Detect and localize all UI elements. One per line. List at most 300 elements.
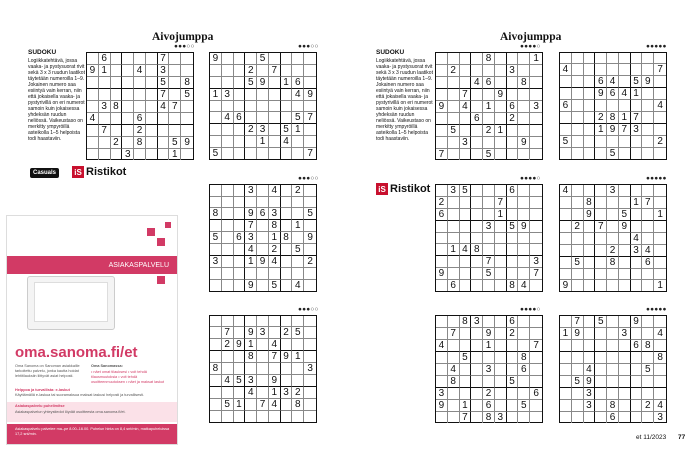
sudoku-cell bbox=[607, 53, 619, 64]
sudoku-cell: 7 bbox=[530, 340, 542, 352]
sudoku-cell bbox=[460, 256, 472, 268]
sudoku-cell: 1 bbox=[654, 209, 666, 221]
sudoku-cell bbox=[572, 364, 584, 376]
sudoku-cell bbox=[607, 328, 619, 340]
sudoku-cell bbox=[234, 280, 246, 291]
sudoku-cell bbox=[292, 53, 304, 65]
sudoku-cell bbox=[122, 137, 134, 149]
sudoku-cell bbox=[507, 388, 519, 400]
sudoku-cell bbox=[234, 185, 246, 197]
sudoku-cell bbox=[607, 352, 619, 364]
sudoku-cell: 5 bbox=[631, 76, 643, 88]
difficulty-dots: ●●●●● bbox=[646, 175, 667, 182]
sudoku-cell: 4 bbox=[518, 280, 530, 291]
sudoku-cell bbox=[269, 101, 281, 112]
sudoku-cell bbox=[304, 339, 316, 351]
sudoku-cell bbox=[631, 328, 643, 340]
sudoku-cell bbox=[471, 125, 483, 137]
sudoku-cell: 2 bbox=[245, 124, 257, 136]
sudoku-cell: 8 bbox=[448, 376, 460, 388]
sudoku-cell bbox=[518, 113, 530, 125]
sudoku-cell bbox=[595, 388, 607, 400]
sudoku-cell: 7 bbox=[307, 148, 313, 159]
sudoku-cell bbox=[436, 280, 448, 291]
sudoku-cell bbox=[292, 268, 304, 279]
sudoku-cell bbox=[483, 65, 495, 77]
sudoku-cell: 7 bbox=[99, 125, 111, 137]
sudoku-cell bbox=[560, 197, 572, 209]
sudoku-cell bbox=[495, 316, 507, 328]
sudoku-cell bbox=[654, 185, 666, 197]
sudoku-cell: 7 bbox=[257, 399, 269, 411]
sudoku-cell bbox=[448, 256, 460, 268]
sudoku-cell bbox=[234, 327, 246, 339]
sudoku-cell bbox=[495, 244, 507, 256]
sudoku-cell bbox=[234, 53, 246, 65]
sudoku-cell bbox=[460, 53, 472, 65]
sudoku-cell bbox=[292, 197, 304, 208]
sudoku-cell: 3 bbox=[158, 65, 170, 77]
brand-letter: iS bbox=[376, 183, 388, 195]
sudoku-cell bbox=[607, 376, 619, 388]
sudoku-cell: 2 bbox=[134, 125, 146, 137]
sudoku-grid bbox=[435, 52, 543, 160]
sudoku-cell bbox=[181, 65, 193, 77]
sudoku-cell: 7 bbox=[245, 220, 257, 232]
sudoku-cell: 9 bbox=[619, 221, 631, 233]
sudoku-cell bbox=[234, 268, 246, 279]
sudoku-cell bbox=[234, 124, 246, 136]
sudoku-cell bbox=[619, 352, 631, 364]
ad-url[interactable]: oma.sanoma.fi/et bbox=[15, 344, 138, 361]
sudoku-cell: 1 bbox=[292, 351, 304, 363]
sudoku-cell bbox=[471, 268, 483, 280]
sudoku-cell bbox=[158, 113, 170, 125]
sudoku-cell: 1 bbox=[245, 256, 257, 268]
sudoku-cell bbox=[619, 76, 631, 88]
sudoku-cell bbox=[234, 148, 246, 159]
sudoku-cell bbox=[257, 220, 269, 232]
sudoku-cell bbox=[257, 411, 269, 422]
sudoku-cell: 8 bbox=[281, 232, 293, 244]
sudoku-cell: 3 bbox=[507, 65, 519, 77]
sudoku-cell bbox=[281, 256, 293, 268]
sudoku-cell bbox=[654, 388, 666, 400]
ad-help-heading: Helppoa ja turvallista: e-laskut bbox=[15, 388, 70, 392]
sudoku-cell bbox=[281, 208, 293, 220]
sudoku-cell bbox=[111, 149, 123, 160]
sudoku-cell bbox=[560, 233, 572, 245]
sudoku-cell: 9 bbox=[572, 328, 584, 340]
sudoku-cell bbox=[87, 125, 99, 137]
sudoku-cell bbox=[245, 101, 257, 112]
sudoku-cell bbox=[584, 53, 596, 64]
sudoku-cell bbox=[619, 388, 631, 400]
sudoku-cell bbox=[257, 148, 269, 159]
sudoku-cell bbox=[269, 77, 281, 89]
sudoku-cell bbox=[304, 327, 316, 339]
sudoku-cell bbox=[642, 148, 654, 159]
sudoku-cell bbox=[584, 88, 596, 100]
sudoku-cell: 2 bbox=[572, 221, 584, 233]
sudoku-cell bbox=[436, 376, 448, 388]
sudoku-cell bbox=[210, 351, 222, 363]
sudoku-cell: 7 bbox=[654, 64, 666, 76]
sudoku-cell: 9 bbox=[584, 209, 596, 221]
difficulty-dots: ●●●○○ bbox=[174, 43, 195, 50]
sudoku-cell bbox=[460, 209, 472, 221]
sudoku-cell bbox=[530, 209, 542, 221]
sudoku-cell bbox=[631, 53, 643, 64]
sudoku-cell bbox=[304, 351, 316, 363]
sudoku-cell bbox=[158, 137, 170, 149]
sudoku-cell bbox=[572, 269, 584, 280]
sudoku-cell bbox=[304, 101, 316, 112]
sudoku-cell bbox=[222, 101, 234, 112]
sudoku-cell bbox=[518, 328, 530, 340]
right-page-title: Aivojumppa bbox=[500, 31, 562, 43]
instructions-heading: SUDOKU bbox=[28, 49, 57, 56]
sudoku-cell: 7 bbox=[222, 327, 234, 339]
sudoku-cell: 2 bbox=[448, 65, 460, 77]
sudoku-cell bbox=[642, 269, 654, 280]
sudoku-cell bbox=[631, 136, 643, 148]
sudoku-cell: 9 bbox=[436, 400, 448, 412]
sudoku-cell: 9 bbox=[210, 53, 222, 65]
sudoku-cell: 9 bbox=[436, 101, 448, 113]
sudoku-cell: 7 bbox=[158, 53, 170, 65]
sudoku-cell bbox=[292, 65, 304, 77]
sudoku-cell bbox=[495, 65, 507, 77]
sudoku-cell bbox=[257, 112, 269, 124]
sudoku-cell bbox=[222, 53, 234, 65]
ristikot-logo bbox=[72, 166, 126, 178]
sudoku-cell bbox=[99, 149, 111, 160]
sudoku-cell bbox=[631, 269, 643, 280]
sudoku-cell bbox=[518, 233, 530, 244]
sudoku-cell bbox=[495, 137, 507, 149]
sudoku-cell bbox=[257, 375, 269, 387]
sudoku-cell: 8 bbox=[210, 363, 222, 375]
sudoku-cell bbox=[518, 101, 530, 113]
sudoku-cell bbox=[507, 125, 519, 137]
sudoku-cell: 6 bbox=[483, 77, 495, 89]
sudoku-cell: 1 bbox=[292, 220, 304, 232]
sudoku-cell bbox=[642, 112, 654, 124]
sudoku-cell bbox=[642, 412, 654, 423]
instructions bbox=[376, 49, 434, 142]
sudoku-cell bbox=[210, 316, 222, 327]
sudoku-cell bbox=[495, 400, 507, 412]
sudoku-cell bbox=[436, 113, 448, 125]
sudoku-cell: 8 bbox=[518, 352, 530, 364]
sudoku-cell bbox=[111, 77, 123, 89]
sudoku-cell bbox=[595, 257, 607, 269]
page-number: 77 bbox=[678, 434, 686, 441]
sudoku-cell: 9 bbox=[518, 137, 530, 149]
sudoku-cell: 1 bbox=[657, 280, 663, 291]
sudoku-cell bbox=[210, 268, 222, 279]
sudoku-cell bbox=[483, 89, 495, 101]
sudoku-cell: 5 bbox=[448, 125, 460, 137]
sudoku-cell bbox=[654, 197, 666, 209]
sudoku-cell bbox=[572, 340, 584, 352]
sudoku-grid bbox=[209, 315, 317, 423]
sudoku-cell: 7 bbox=[436, 149, 448, 160]
sudoku-cell bbox=[631, 64, 643, 76]
sudoku-cell bbox=[169, 53, 181, 65]
sudoku-cell: 6 bbox=[518, 364, 530, 376]
sudoku-cell bbox=[595, 233, 607, 245]
sudoku-cell: 1 bbox=[99, 65, 111, 77]
sudoku-cell: 3 bbox=[584, 388, 596, 400]
sudoku-cell bbox=[281, 112, 293, 124]
sudoku-cell: 8 bbox=[483, 53, 495, 65]
sudoku-cell bbox=[607, 136, 619, 148]
sudoku-cell bbox=[584, 316, 596, 328]
sudoku-cell bbox=[471, 197, 483, 209]
sudoku-cell bbox=[560, 388, 572, 400]
sudoku-cell bbox=[245, 411, 257, 422]
sudoku-cell bbox=[595, 245, 607, 257]
sudoku-cell: 4 bbox=[460, 244, 472, 256]
sudoku-cell bbox=[210, 197, 222, 208]
sudoku-cell bbox=[507, 149, 519, 160]
sudoku-cell bbox=[483, 233, 495, 244]
sudoku-cell bbox=[642, 316, 654, 328]
sudoku-cell: 4 bbox=[269, 399, 281, 411]
sudoku-cell: 2 bbox=[642, 400, 654, 412]
instructions-text: Logiikkatehtävä, jossa vaaka- ja pystysuorat rivit sekä 3 x 3 ruudun laatikot täytetään numeroilla 1–9. Jokainen numero saa esiintyä vain kerran, niin että jokaisella vaaka- ja pystyrivillä on eri numerot samoin kuin jokaisessa yhdeksän ruudun neliössä. Vaikeustaso on merkitty ympyröillä asteikolla 1–5 helpoista todi haastaviin. bbox=[376, 58, 433, 142]
sudoku-cell: 7 bbox=[269, 65, 281, 77]
sudoku-cell bbox=[631, 376, 643, 388]
sudoku-cell bbox=[292, 101, 304, 112]
sudoku-cell: 4 bbox=[560, 185, 572, 197]
sudoku-cell bbox=[507, 412, 519, 423]
sudoku-cell: 1 bbox=[234, 399, 246, 411]
sudoku-cell bbox=[560, 352, 572, 364]
sudoku-cell: 8 bbox=[483, 412, 495, 423]
sudoku-cell bbox=[245, 197, 257, 208]
sudoku-cell bbox=[448, 340, 460, 352]
sudoku-cell: 9 bbox=[607, 124, 619, 136]
sudoku-cell bbox=[654, 53, 666, 64]
sudoku-cell: 5 bbox=[507, 376, 519, 388]
sudoku-cell bbox=[269, 148, 281, 159]
sudoku-cell: 4 bbox=[460, 101, 472, 113]
sudoku-cell: 2 bbox=[281, 327, 293, 339]
sudoku-cell: 3 bbox=[530, 101, 542, 113]
sudoku-cell bbox=[281, 399, 293, 411]
sudoku-cell bbox=[483, 316, 495, 328]
sudoku-cell: 8 bbox=[607, 112, 619, 124]
sudoku-cell: 4 bbox=[269, 256, 281, 268]
sudoku-cell bbox=[595, 148, 607, 159]
sudoku-cell bbox=[210, 185, 222, 197]
sudoku-cell bbox=[495, 77, 507, 89]
sudoku-cell bbox=[245, 363, 257, 375]
sudoku-cell bbox=[642, 88, 654, 100]
sudoku-cell bbox=[471, 256, 483, 268]
ad-decor bbox=[157, 238, 165, 246]
sudoku-cell bbox=[572, 53, 584, 64]
sudoku-cell bbox=[560, 316, 572, 328]
sudoku-cell bbox=[654, 148, 666, 159]
sudoku-cell bbox=[572, 136, 584, 148]
sudoku-cell bbox=[269, 316, 281, 327]
sudoku-cell bbox=[146, 101, 158, 113]
sudoku-cell: 6 bbox=[471, 113, 483, 125]
sudoku-cell bbox=[448, 113, 460, 125]
sudoku-cell: 4 bbox=[642, 245, 654, 257]
sudoku-cell bbox=[460, 364, 472, 376]
sudoku-cell bbox=[530, 65, 542, 77]
sudoku-cell bbox=[257, 232, 269, 244]
sudoku-cell bbox=[654, 316, 666, 328]
sudoku-cell bbox=[99, 77, 111, 89]
sudoku-cell bbox=[595, 352, 607, 364]
sudoku-cell bbox=[560, 148, 572, 159]
sudoku-cell bbox=[234, 351, 246, 363]
sudoku-cell bbox=[471, 221, 483, 233]
sudoku-cell bbox=[99, 89, 111, 101]
sudoku-cell bbox=[222, 136, 234, 148]
sudoku-cell bbox=[584, 112, 596, 124]
sudoku-cell bbox=[495, 149, 507, 160]
sudoku-cell bbox=[654, 221, 666, 233]
sudoku-cell bbox=[269, 112, 281, 124]
difficulty-dots: ●●●●● bbox=[646, 306, 667, 313]
sudoku-cell: 2 bbox=[269, 244, 281, 256]
sudoku-cell bbox=[518, 412, 530, 423]
sudoku-cell bbox=[518, 149, 530, 160]
sudoku-cell: 4 bbox=[222, 112, 234, 124]
sudoku-cell: 9 bbox=[631, 316, 643, 328]
sudoku-cell bbox=[560, 112, 572, 124]
sudoku-cell: 3 bbox=[483, 364, 495, 376]
sudoku-cell bbox=[483, 280, 495, 291]
sudoku-cell bbox=[281, 268, 293, 279]
sudoku-cell: 5 bbox=[169, 137, 181, 149]
sudoku-cell: 1 bbox=[245, 339, 257, 351]
sudoku-cell bbox=[619, 364, 631, 376]
sudoku-cell bbox=[595, 280, 607, 291]
sudoku-cell bbox=[518, 65, 530, 77]
sudoku-cell bbox=[304, 387, 316, 399]
sudoku-cell: 6 bbox=[530, 388, 542, 400]
sudoku-cell bbox=[584, 269, 596, 280]
brand-letter: iS bbox=[72, 166, 84, 178]
sudoku-cell bbox=[642, 100, 654, 112]
sudoku-cell bbox=[619, 233, 631, 245]
sudoku-cell bbox=[530, 137, 542, 149]
sudoku-cell: 8 bbox=[607, 257, 619, 269]
sudoku-cell bbox=[619, 185, 631, 197]
sudoku-cell bbox=[158, 149, 170, 160]
sudoku-cell bbox=[448, 268, 460, 280]
sudoku-cell: 6 bbox=[483, 400, 495, 412]
sudoku-cell bbox=[169, 77, 181, 89]
sudoku-cell bbox=[483, 185, 495, 197]
sudoku-cell bbox=[245, 148, 257, 159]
sudoku-cell bbox=[560, 124, 572, 136]
sudoku-cell bbox=[210, 124, 222, 136]
sudoku-cell bbox=[281, 280, 293, 291]
sudoku-cell: 5 bbox=[281, 124, 293, 136]
sudoku-cell: 4 bbox=[269, 339, 281, 351]
sudoku-cell bbox=[436, 244, 448, 256]
sudoku-cell bbox=[234, 197, 246, 208]
sudoku-cell bbox=[269, 363, 281, 375]
sudoku-cell bbox=[642, 388, 654, 400]
sudoku-cell: 6 bbox=[134, 113, 146, 125]
sudoku-cell: 2 bbox=[292, 185, 304, 197]
sudoku-cell: 8 bbox=[460, 316, 472, 328]
sudoku-cell: 9 bbox=[281, 351, 293, 363]
sudoku-cell bbox=[304, 280, 316, 291]
sudoku-cell bbox=[483, 376, 495, 388]
sudoku-cell bbox=[281, 316, 293, 327]
sudoku-cell bbox=[530, 364, 542, 376]
sudoku-cell bbox=[654, 124, 666, 136]
sudoku-cell bbox=[234, 316, 246, 327]
sudoku-cell bbox=[460, 233, 472, 244]
sudoku-cell bbox=[530, 89, 542, 101]
sudoku-cell bbox=[471, 101, 483, 113]
sudoku-cell bbox=[642, 136, 654, 148]
sudoku-cell bbox=[269, 89, 281, 101]
sudoku-cell bbox=[483, 137, 495, 149]
sudoku-cell: 7 bbox=[169, 101, 181, 113]
sudoku-cell: 6 bbox=[595, 76, 607, 88]
sudoku-cell: 5 bbox=[210, 148, 222, 159]
sudoku-cell: 1 bbox=[495, 209, 507, 221]
sudoku-cell bbox=[122, 53, 134, 65]
sudoku-cell bbox=[304, 220, 316, 232]
instructions-text: Logiikkatehtävä, jossa vaaka- ja pystysuorat rivit sekä 3 x 3 ruudun laatikot täytetään numeroilla 1–9. Jokainen numero saa esiintyä vain kerran, niin että jokaisella vaaka- ja pystyrivillä on eri numerot samoin kuin jokaisessa yhdeksän ruudun neliössä. Vaikeustaso on merkitty ympyröillä asteikolla 1–5 helpoista todi haastaviin. bbox=[28, 58, 85, 142]
sudoku-cell bbox=[471, 53, 483, 65]
sudoku-cell bbox=[111, 125, 123, 137]
sudoku-cell bbox=[518, 197, 530, 209]
sudoku-cell bbox=[210, 399, 222, 411]
sudoku-cell bbox=[210, 244, 222, 256]
sudoku-cell bbox=[530, 149, 542, 160]
sudoku-cell: 1 bbox=[483, 101, 495, 113]
sudoku-cell bbox=[595, 340, 607, 352]
sudoku-cell bbox=[560, 88, 572, 100]
sudoku-cell bbox=[210, 375, 222, 387]
sudoku-cell: 4 bbox=[619, 88, 631, 100]
sudoku-cell: 5 bbox=[210, 232, 222, 244]
sudoku-cell: 4 bbox=[448, 364, 460, 376]
instructions-heading: SUDOKU bbox=[376, 49, 405, 56]
sudoku-cell bbox=[518, 256, 530, 268]
difficulty-dots: ●●●●○ bbox=[520, 306, 541, 313]
sudoku-cell bbox=[471, 328, 483, 340]
sudoku-cell bbox=[234, 89, 246, 101]
sudoku-cell bbox=[234, 77, 246, 89]
sudoku-cell bbox=[146, 77, 158, 89]
sudoku-cell bbox=[269, 268, 281, 279]
sudoku-cell bbox=[460, 268, 472, 280]
sudoku-cell bbox=[257, 65, 269, 77]
sudoku-cell bbox=[210, 280, 222, 291]
sudoku-cell bbox=[436, 125, 448, 137]
sudoku-cell: 5 bbox=[572, 257, 584, 269]
sudoku-cell: 1 bbox=[631, 197, 643, 209]
sudoku-cell bbox=[631, 364, 643, 376]
sudoku-cell bbox=[530, 280, 542, 291]
